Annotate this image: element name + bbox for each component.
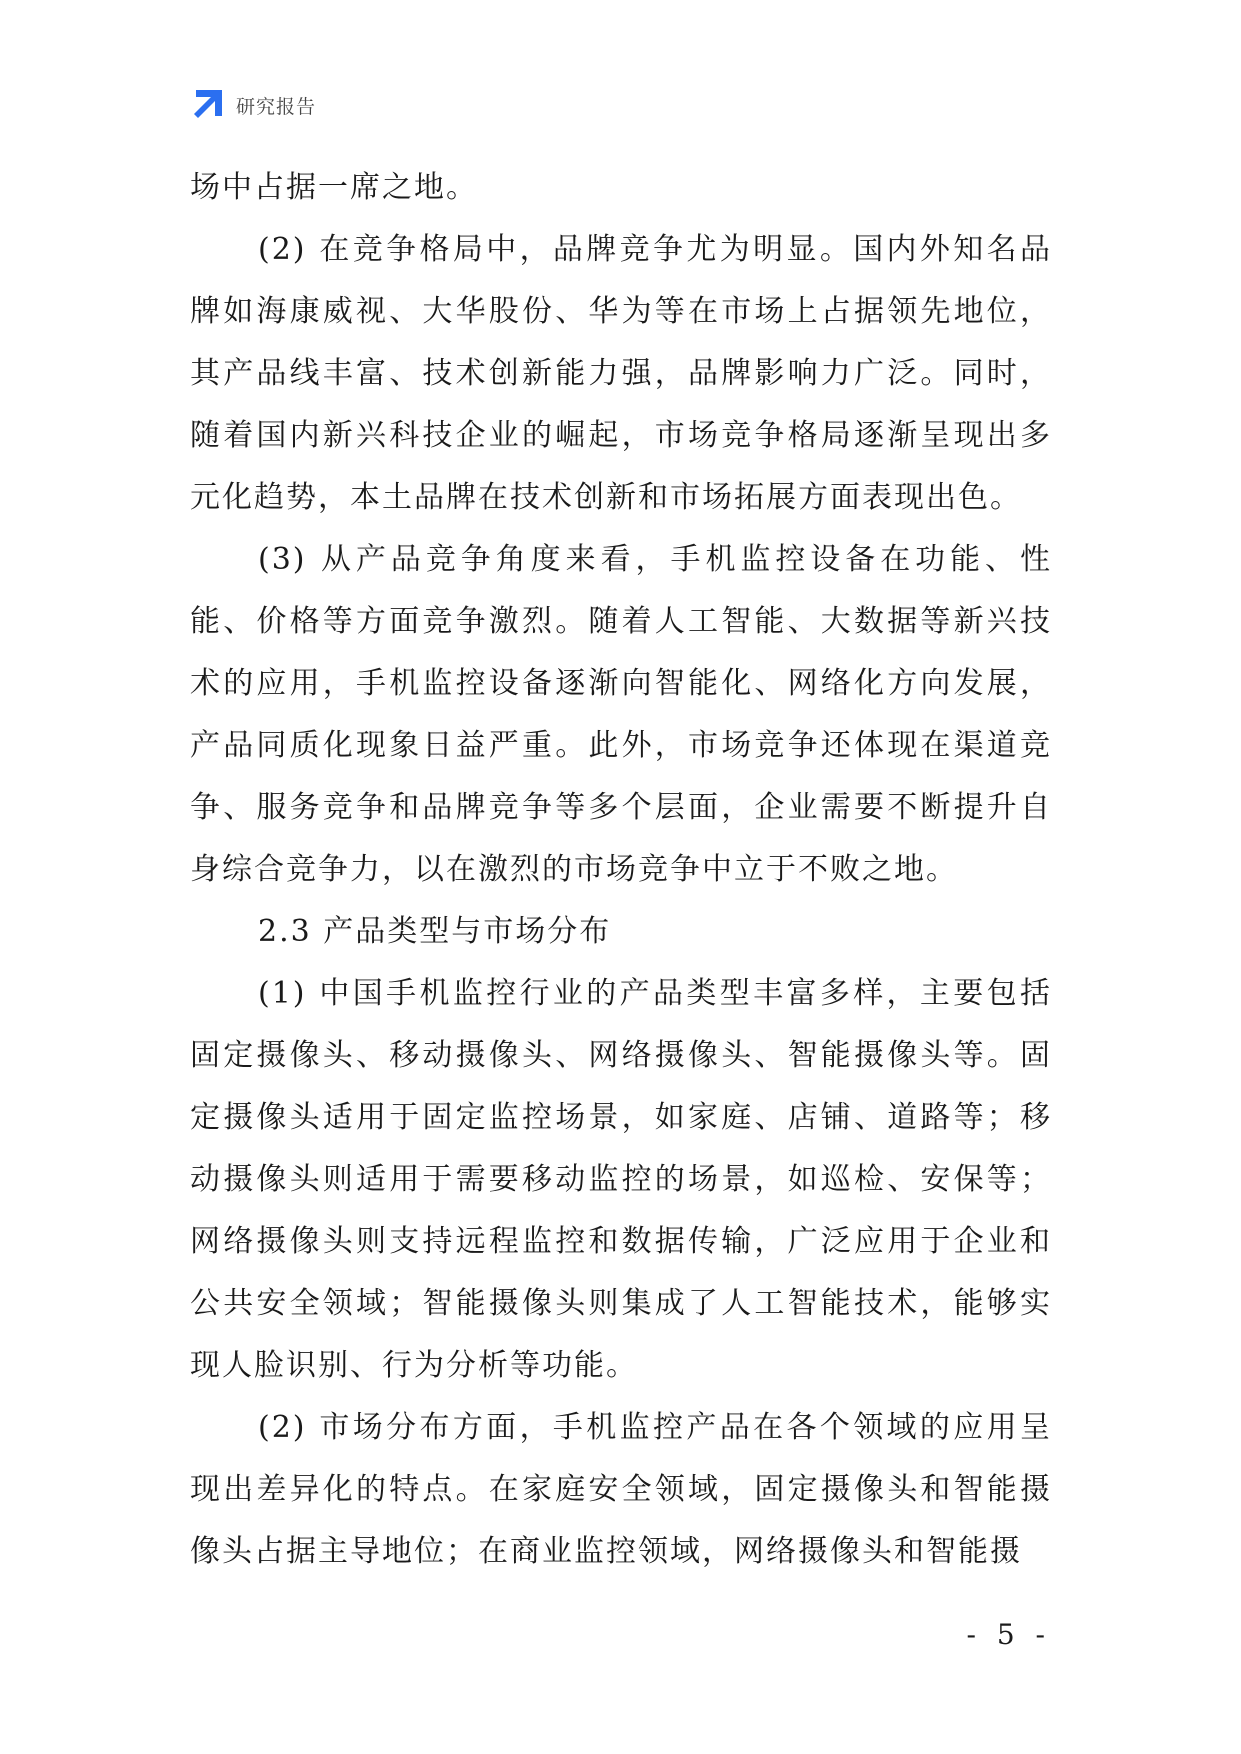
paragraph-market-distribution: (2) 市场分布方面，手机监控产品在各个领域的应用呈现出差异化的特点。在家庭安全领域，固定摄像头和智能摄像头占据主导地位；在商业监控领域，网络摄像头和智能摄 bbox=[190, 1410, 1052, 1569]
arrow-up-right-icon bbox=[190, 88, 224, 122]
paragraph-continuation: 场中占据一席之地。 bbox=[190, 170, 478, 205]
paragraph-brand-competition: (2) 在竞争格局中，品牌竞争尤为明显。国内外知名品牌如海康威视、大华股份、华为等在市场上占据领先地位，其产品线丰富、技术创新能力强，品牌影响力广泛。同时，随着国内新兴科技企业的崛起，市场竞争格局逐渐呈现出多元化趋势，本土品牌在技术创新和市场拓展方面表现出色。 bbox=[190, 232, 1052, 515]
paragraph-product-competition: (3) 从产品竞争角度来看，手机监控设备在功能、性能、价格等方面竞争激烈。随着人工智能、大数据等新兴技术的应用，手机监控设备逐渐向智能化、网络化方向发展，产品同质化现象日益严重。此外，市场竞争还体现在渠道竞争、服务竞争和品牌竞争等多个层面，企业需要不断提升自身综合竞争力，以在激烈的市场竞争中立于不败之地。 bbox=[190, 542, 1052, 887]
paragraph-product-types: (1) 中国手机监控行业的产品类型丰富多样，主要包括固定摄像头、移动摄像头、网络摄像头、智能摄像头等。固定摄像头适用于固定监控场景，如家庭、店铺、道路等；移动摄像头则适用于需要移动监控的场景，如巡检、安保等；网络摄像头则支持远程监控和数据传输，广泛应用于企业和公共安全领域；智能摄像头则集成了人工智能技术，能够实现人脸识别、行为分析等功能。 bbox=[190, 976, 1052, 1383]
report-header bbox=[190, 88, 316, 122]
document-body bbox=[190, 157, 1052, 1583]
report-type-label: 研究报告 bbox=[236, 95, 317, 118]
page-number: - 5 - bbox=[966, 1618, 1051, 1651]
section-heading: 2.3 产品类型与市场分布 bbox=[258, 914, 612, 949]
